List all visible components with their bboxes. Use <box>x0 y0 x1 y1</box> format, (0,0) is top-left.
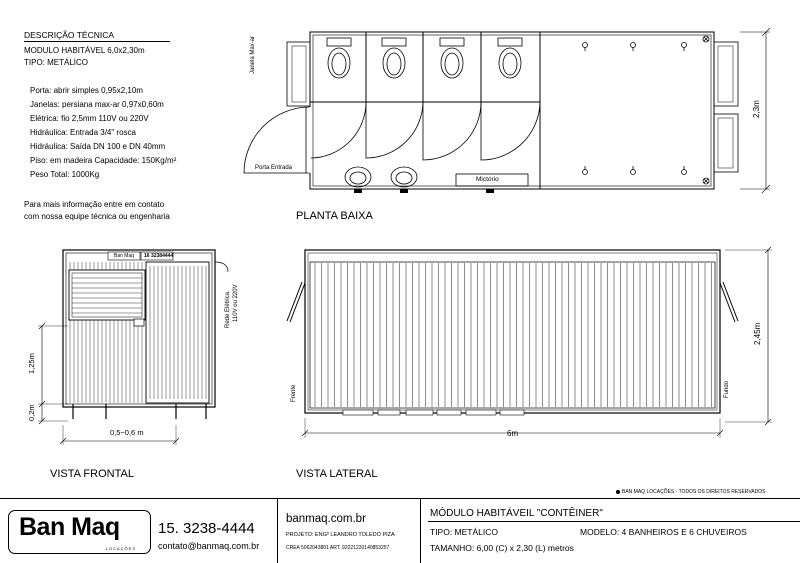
contact-phone: 15. 3238-4444 <box>158 520 255 537</box>
spec-title: DESCRIÇÃO TÉCNICA <box>24 30 115 40</box>
front-dim-base: 0,2m <box>27 404 36 421</box>
copyright-icon <box>616 490 620 494</box>
rights-notice: BAN MAQ LOCAÇÕES - TODOS OS DIREITOS RESERVADOS <box>622 489 766 495</box>
brand-logo <box>8 510 151 554</box>
module-size: TAMANHO: 6,00 (C) x 2,30 (L) metros <box>430 543 574 553</box>
project-engineer: PROJETO: ENGº LEANDRO TOLEDO PIZA <box>286 532 395 538</box>
website-link[interactable]: banmaq.com.br <box>286 513 366 525</box>
logo-text: Ban Maq <box>19 513 120 541</box>
side-back-label: Fundo <box>724 380 730 398</box>
spec-item: Hidráulica: Entrada 3/4" rosca <box>30 128 137 137</box>
spec-item: Hidráulica: Saída DN 100 e DN 40mm <box>30 142 166 151</box>
side-view <box>280 245 790 445</box>
footer-sep <box>277 498 278 563</box>
spec-title-underline <box>24 41 170 42</box>
contact-note-line: com nossa equipe técnica ou engenharia <box>24 212 170 221</box>
module-title-underline <box>428 521 800 522</box>
spec-item: Piso: em madeira Capacidade: 150Kg/m² <box>30 156 177 165</box>
side-dim-height: 2,45m <box>753 322 762 345</box>
spec-model: MODULO HABITÁVEL 6,0x2,30m <box>24 46 145 55</box>
spec-item: Elétrica: fio 2,5mm 110V ou 220V <box>30 114 149 123</box>
urinal-label: Mictório <box>476 176 499 183</box>
footer-divider <box>0 498 800 499</box>
spec-type: TIPO: METÁLICO <box>24 58 89 67</box>
module-title: MÓDULO HABITÁVEIL "CONTÊINER" <box>430 508 603 519</box>
floor-plan <box>230 25 790 200</box>
front-title: VISTA FRONTAL <box>50 468 134 480</box>
front-view <box>20 245 270 445</box>
side-dim-length: 6m <box>507 429 519 438</box>
module-type: TIPO: METÁLICO <box>430 527 499 537</box>
logo-subtext: LOCAÇÕES <box>105 546 136 551</box>
side-title: VISTA LATERAL <box>296 468 378 480</box>
contact-note-line: Para mais informação entre em contato <box>24 200 165 209</box>
module-model: MODELO: 4 BANHEIROS E 6 CHUVEIROS <box>580 527 747 537</box>
footer-sep <box>420 498 421 563</box>
front-brand-tag: Ban Maq <box>114 253 135 259</box>
front-code-tag: 16 32384444 <box>144 253 174 259</box>
front-dim-width: 0,5~0,6 m <box>110 428 144 437</box>
plan-width-label: 2,3m <box>752 100 761 118</box>
contact-email[interactable]: contato@banmaq.com.br <box>158 541 260 551</box>
electric-label: 110V ou 220V <box>233 284 239 322</box>
spec-item: Janelas: persiana max-ar 0,97x0,60m <box>30 100 164 109</box>
spec-item: Porta: abrir simples 0,95x2,10m <box>30 86 143 95</box>
electric-label: Rede Elétrica <box>225 291 231 328</box>
side-front-label: Frente <box>291 384 297 402</box>
crea-number: CREA 5062043801 ART. 92221220140853257 <box>286 545 390 551</box>
plan-title: PLANTA BAIXA <box>296 210 373 222</box>
spec-item: Peso Total: 1000Kg <box>30 170 100 179</box>
front-dim-height: 1,25m <box>27 353 36 374</box>
door-label: Porta Entrada <box>255 165 293 171</box>
window-label: Janela Max-ar <box>250 35 256 74</box>
